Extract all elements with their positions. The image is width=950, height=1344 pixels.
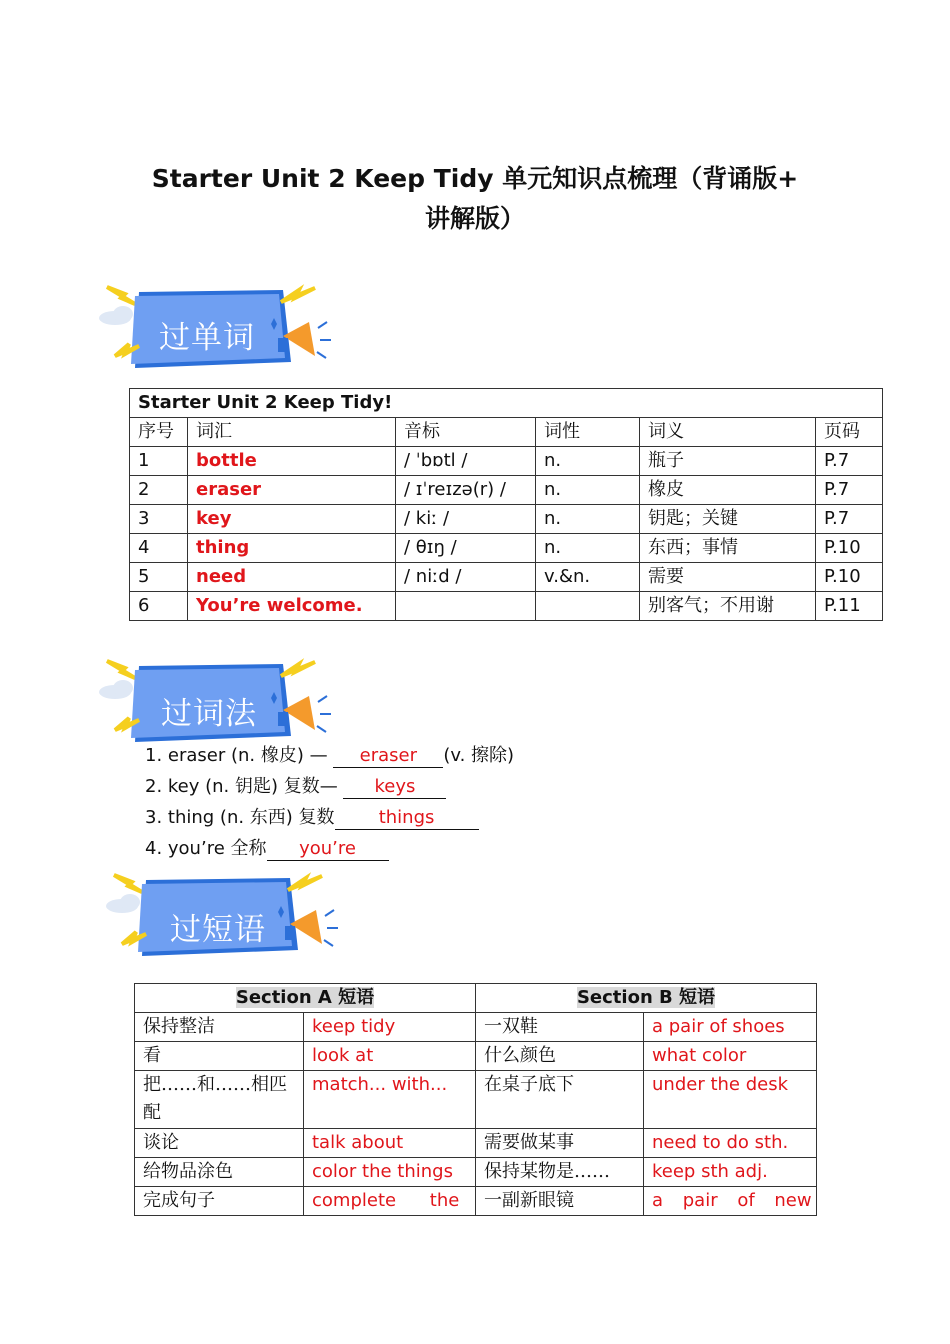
answer-text: things xyxy=(378,807,435,828)
phrase-a-cn: 给物品涂色 xyxy=(135,1158,304,1187)
section-a-label: Section A xyxy=(235,987,332,1008)
banner-grammar-label: 过词法 xyxy=(161,696,257,732)
phrase-a-cn: 谈论 xyxy=(135,1129,304,1158)
phrase-b-cn: 一双鞋 xyxy=(476,1013,644,1042)
cell-word: bottle xyxy=(188,447,396,476)
table-row xyxy=(130,476,883,505)
phrase-a-cn: 看 xyxy=(135,1042,304,1071)
phrase-b-en: under the desk xyxy=(644,1071,817,1129)
cell-pos xyxy=(536,592,640,621)
phrase-b-cn: 需要做某事 xyxy=(476,1129,644,1158)
table-row xyxy=(130,447,883,476)
cell-word: key xyxy=(188,505,396,534)
table-row xyxy=(130,534,883,563)
cell-page: P.7 xyxy=(816,505,883,534)
page-title-line-1: Starter Unit 2 Keep Tidy 单元知识点梳理（背诵版+ xyxy=(151,164,799,193)
header-no: 序号 xyxy=(130,418,188,447)
cell-word: thing xyxy=(188,534,396,563)
phrase-b-en: need to do sth. xyxy=(644,1129,817,1158)
grammar-suffix: (v. 擦除) xyxy=(443,745,515,766)
table-row xyxy=(135,1042,817,1071)
phrase-a-en: talk about xyxy=(304,1129,476,1158)
cell-ipa: / kiː / xyxy=(396,505,536,534)
cell-page: P.11 xyxy=(816,592,883,621)
table-row xyxy=(130,505,883,534)
cell-meaning: 别客气；不用谢 xyxy=(640,592,816,621)
phrase-b-en: a pair of new xyxy=(644,1187,817,1216)
cell-no: 4 xyxy=(130,534,188,563)
answer-blank xyxy=(333,745,443,768)
phrase-header-row xyxy=(135,984,817,1013)
phrase-b-cn: 保持某物是…… xyxy=(476,1158,644,1187)
answer-blank xyxy=(335,807,479,830)
cell-ipa xyxy=(396,592,536,621)
grammar-prefix: 3. thing (n. 东西) 复数 xyxy=(145,807,335,828)
phrase-table xyxy=(134,983,817,1216)
grammar-item-1 xyxy=(145,744,514,768)
section-b-suffix: 短语 xyxy=(679,987,716,1008)
page-title-line-2: 讲解版） xyxy=(424,204,525,233)
cell-word: eraser xyxy=(188,476,396,505)
section-b-header xyxy=(476,984,817,1013)
cell-pos: v.&n. xyxy=(536,563,640,592)
grammar-item-2 xyxy=(145,775,446,799)
vocab-table xyxy=(129,388,883,621)
header-meaning: 词义 xyxy=(640,418,816,447)
phrase-b-cn: 一副新眼镜 xyxy=(476,1187,644,1216)
banner-phrases xyxy=(102,872,352,968)
cell-page: P.7 xyxy=(816,447,883,476)
header-word: 词汇 xyxy=(188,418,396,447)
table-row xyxy=(135,1129,817,1158)
cell-no: 3 xyxy=(130,505,188,534)
phrase-a-en: complete the xyxy=(304,1187,476,1216)
grammar-item-3 xyxy=(145,806,479,830)
header-page: 页码 xyxy=(816,418,883,447)
cell-page: P.10 xyxy=(816,534,883,563)
cell-meaning: 瓶子 xyxy=(640,447,816,476)
cell-page: P.7 xyxy=(816,476,883,505)
answer-blank xyxy=(267,838,389,861)
cell-pos: n. xyxy=(536,505,640,534)
table-row xyxy=(135,1071,817,1129)
cell-no: 6 xyxy=(130,592,188,621)
phrase-a-cn: 把……和……相匹配 xyxy=(135,1071,304,1129)
cell-pos: n. xyxy=(536,534,640,563)
banner-phrases-label: 过短语 xyxy=(170,912,266,948)
answer-blank xyxy=(343,776,446,799)
cell-no: 5 xyxy=(130,563,188,592)
cell-pos: n. xyxy=(536,476,640,505)
table-row xyxy=(130,592,883,621)
cell-ipa: / ɪˈreɪzə(r) / xyxy=(396,476,536,505)
cell-ipa: / niːd / xyxy=(396,563,536,592)
phrase-a-en: color the things xyxy=(304,1158,476,1187)
cell-pos: n. xyxy=(536,447,640,476)
phrase-a-en: keep tidy xyxy=(304,1013,476,1042)
phrase-a-cn: 完成句子 xyxy=(135,1187,304,1216)
cell-word: need xyxy=(188,563,396,592)
vocab-caption: Starter Unit 2 Keep Tidy! xyxy=(130,389,883,418)
answer-text: eraser xyxy=(359,745,417,766)
cell-meaning: 东西；事情 xyxy=(640,534,816,563)
grammar-prefix: 4. you’re 全称 xyxy=(145,838,267,859)
phrase-b-en: a pair of shoes xyxy=(644,1013,817,1042)
cell-ipa: / ˈbɒtl / xyxy=(396,447,536,476)
table-row xyxy=(135,1187,817,1216)
cell-word: You’re welcome. xyxy=(188,592,396,621)
banner-words xyxy=(95,284,345,380)
phrase-b-en: keep sth adj. xyxy=(644,1158,817,1187)
answer-text: keys xyxy=(374,776,416,797)
table-row xyxy=(135,1013,817,1042)
phrase-b-cn: 什么颜色 xyxy=(476,1042,644,1071)
phrase-a-en: look at xyxy=(304,1042,476,1071)
vocab-header-row xyxy=(130,418,883,447)
table-row xyxy=(130,563,883,592)
answer-text: you’re xyxy=(299,838,356,859)
grammar-prefix: 1. eraser (n. 橡皮) — xyxy=(145,745,334,766)
banner-grammar xyxy=(95,658,345,754)
section-b-label: Section B xyxy=(576,987,673,1008)
section-a-suffix: 短语 xyxy=(338,987,375,1008)
table-row xyxy=(135,1158,817,1187)
cell-meaning: 钥匙；关键 xyxy=(640,505,816,534)
phrase-b-en: what color xyxy=(644,1042,817,1071)
phrase-a-en: match... with... xyxy=(304,1071,476,1129)
cell-page: P.10 xyxy=(816,563,883,592)
cell-no: 1 xyxy=(130,447,188,476)
grammar-prefix: 2. key (n. 钥匙) 复数— xyxy=(145,776,344,797)
cell-ipa: / θɪŋ / xyxy=(396,534,536,563)
cell-no: 2 xyxy=(130,476,188,505)
banner-words-label: 过单词 xyxy=(159,320,255,356)
header-ipa: 音标 xyxy=(396,418,536,447)
cell-meaning: 橡皮 xyxy=(640,476,816,505)
section-a-header xyxy=(135,984,476,1013)
phrase-b-cn: 在桌子底下 xyxy=(476,1071,644,1129)
phrase-a-cn: 保持整洁 xyxy=(135,1013,304,1042)
cell-meaning: 需要 xyxy=(640,563,816,592)
vocab-caption-row xyxy=(130,389,883,418)
header-pos: 词性 xyxy=(536,418,640,447)
grammar-item-4 xyxy=(145,837,389,861)
